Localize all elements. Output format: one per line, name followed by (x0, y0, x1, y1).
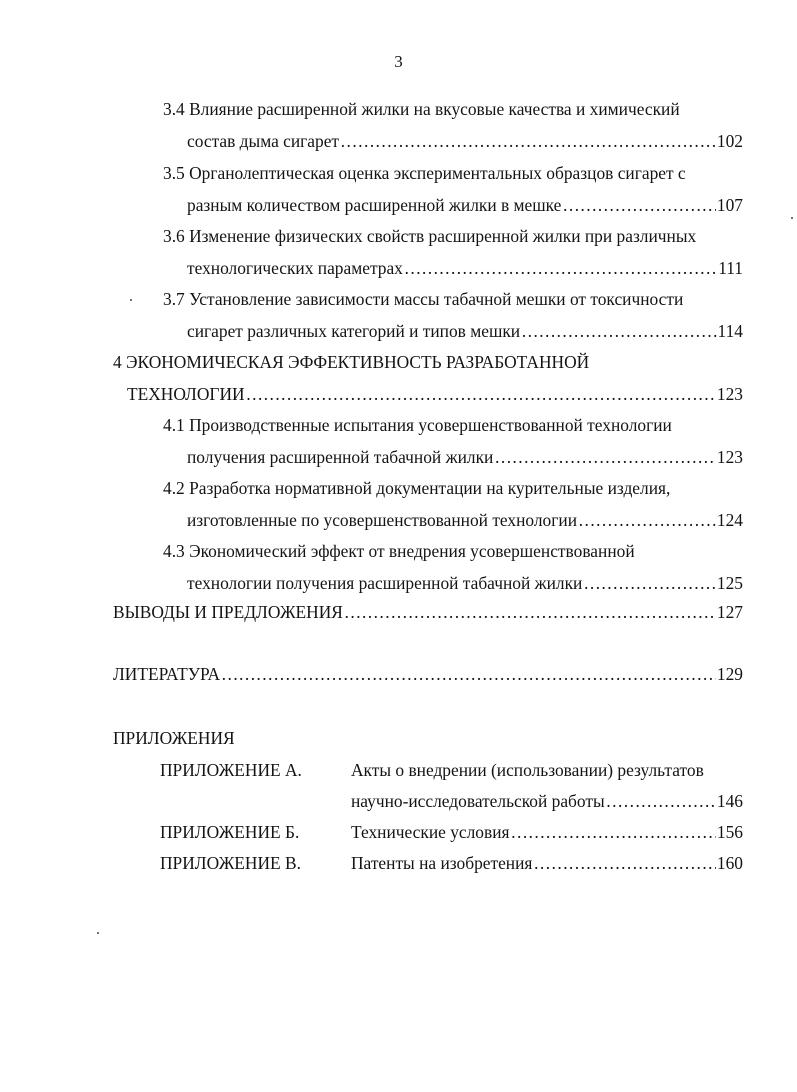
toc-page-number: 156 (716, 822, 743, 842)
toc-appendix-a[interactable] (351, 789, 743, 813)
dot-leader (340, 129, 716, 153)
toc-page-number: 129 (716, 664, 743, 684)
appendix-b-label: ПРИЛОЖЕНИЕ Б. (160, 822, 300, 842)
toc-entry-text: технологии получения расширенной табачной жилки (187, 573, 583, 593)
dot-leader (404, 256, 717, 280)
toc-entry-4-2[interactable] (187, 508, 743, 532)
toc-entry-text: ВЫВОДЫ И ПРЕДЛОЖЕНИЯ (113, 602, 343, 622)
toc-entry-4-1[interactable] (187, 445, 743, 469)
dot-leader (606, 789, 716, 813)
toc-entry-text: разным количеством расширенной жилки в мешке (187, 195, 562, 215)
toc-chapter-4[interactable] (127, 382, 743, 406)
dot-leader (246, 382, 716, 406)
toc-chapter-4-title: 4 ЭКОНОМИЧЕСКАЯ ЭФФЕКТИВНОСТЬ РАЗРАБОТАННОЙ (113, 352, 590, 372)
toc-entry-text: Патенты на изобретения (351, 853, 533, 873)
toc-page-number: 125 (716, 573, 743, 593)
toc-entry-text: ТЕХНОЛОГИИ (127, 384, 245, 404)
toc-literature[interactable] (113, 662, 743, 686)
toc-entry-text: технологических параметрах (187, 258, 403, 278)
appendix-a-label: ПРИЛОЖЕНИЕ А. (160, 760, 302, 780)
toc-entry-4-3-title: 4.3 Экономический эффект от внедрения усовершенствованной (163, 541, 635, 561)
toc-entry-3-7-title: 3.7 Установление зависимости массы табачной мешки от токсичности (163, 289, 684, 309)
toc-page-number: 107 (716, 195, 743, 215)
dot-leader (344, 600, 716, 624)
toc-entry-4-2-title: 4.2 Разработка нормативной документации на курительные изделия, (163, 478, 671, 498)
toc-appendix-c[interactable] (351, 851, 743, 875)
toc-page-number: 124 (716, 510, 743, 530)
appendix-c-label: ПРИЛОЖЕНИЕ В. (160, 853, 301, 873)
scan-speck (130, 299, 132, 301)
toc-entry-text: состав дыма сигарет (187, 131, 340, 151)
scan-speck (791, 217, 793, 219)
appendices-heading: ПРИЛОЖЕНИЯ (113, 728, 235, 748)
toc-entry-3-4-title: 3.4 Влияние расширенной жилки на вкусовые качества и химический (163, 99, 680, 119)
toc-page-number: 123 (716, 384, 743, 404)
toc-entry-text: ЛИТЕРАТУРА (113, 664, 221, 684)
toc-page-number: 127 (716, 602, 743, 622)
dot-leader (578, 508, 716, 532)
toc-entry-4-3[interactable] (187, 571, 743, 595)
dot-leader (511, 820, 716, 844)
dot-leader (521, 319, 716, 343)
toc-page-number: 123 (716, 447, 743, 467)
toc-entry-3-6-title: 3.6 Изменение физических свойств расширенной жилки при различных (163, 226, 697, 246)
toc-entry-3-7[interactable] (187, 319, 743, 343)
appendix-a-title: Акты о внедрении (использовании) результатов (351, 760, 704, 780)
toc-entry-3-5-title: 3.5 Органолептическая оценка экспериментальных образцов сигарет с (163, 163, 686, 183)
dot-leader (221, 662, 716, 686)
toc-entry-3-6[interactable] (187, 256, 743, 280)
toc-page-number: 114 (717, 321, 743, 341)
toc-entry-text: научно-исследовательской работы (351, 791, 605, 811)
toc-entry-3-4[interactable] (187, 129, 743, 153)
dot-leader (494, 445, 716, 469)
toc-page-number: 160 (716, 853, 743, 873)
toc-page-number: 146 (716, 791, 743, 811)
page-number: 3 (394, 52, 403, 71)
toc-entry-text: Технические условия (351, 822, 510, 842)
dot-leader (562, 193, 716, 217)
toc-entry-3-5[interactable] (187, 193, 743, 217)
toc-page-number: 102 (716, 131, 743, 151)
dot-leader (533, 851, 715, 875)
toc-entry-text: получения расширенной табачной жилки (187, 447, 494, 467)
toc-appendix-b[interactable] (351, 820, 743, 844)
toc-entry-text: изготовленные по усовершенствованной технологии (187, 510, 577, 530)
toc-entry-4-1-title: 4.1 Производственные испытания усовершенствованной технологии (163, 415, 672, 435)
toc-conclusions[interactable] (113, 600, 743, 624)
dot-leader (583, 571, 716, 595)
scan-speck (97, 932, 99, 934)
toc-entry-text: сигарет различных категорий и типов мешки (187, 321, 521, 341)
toc-page-number: 111 (718, 258, 743, 278)
